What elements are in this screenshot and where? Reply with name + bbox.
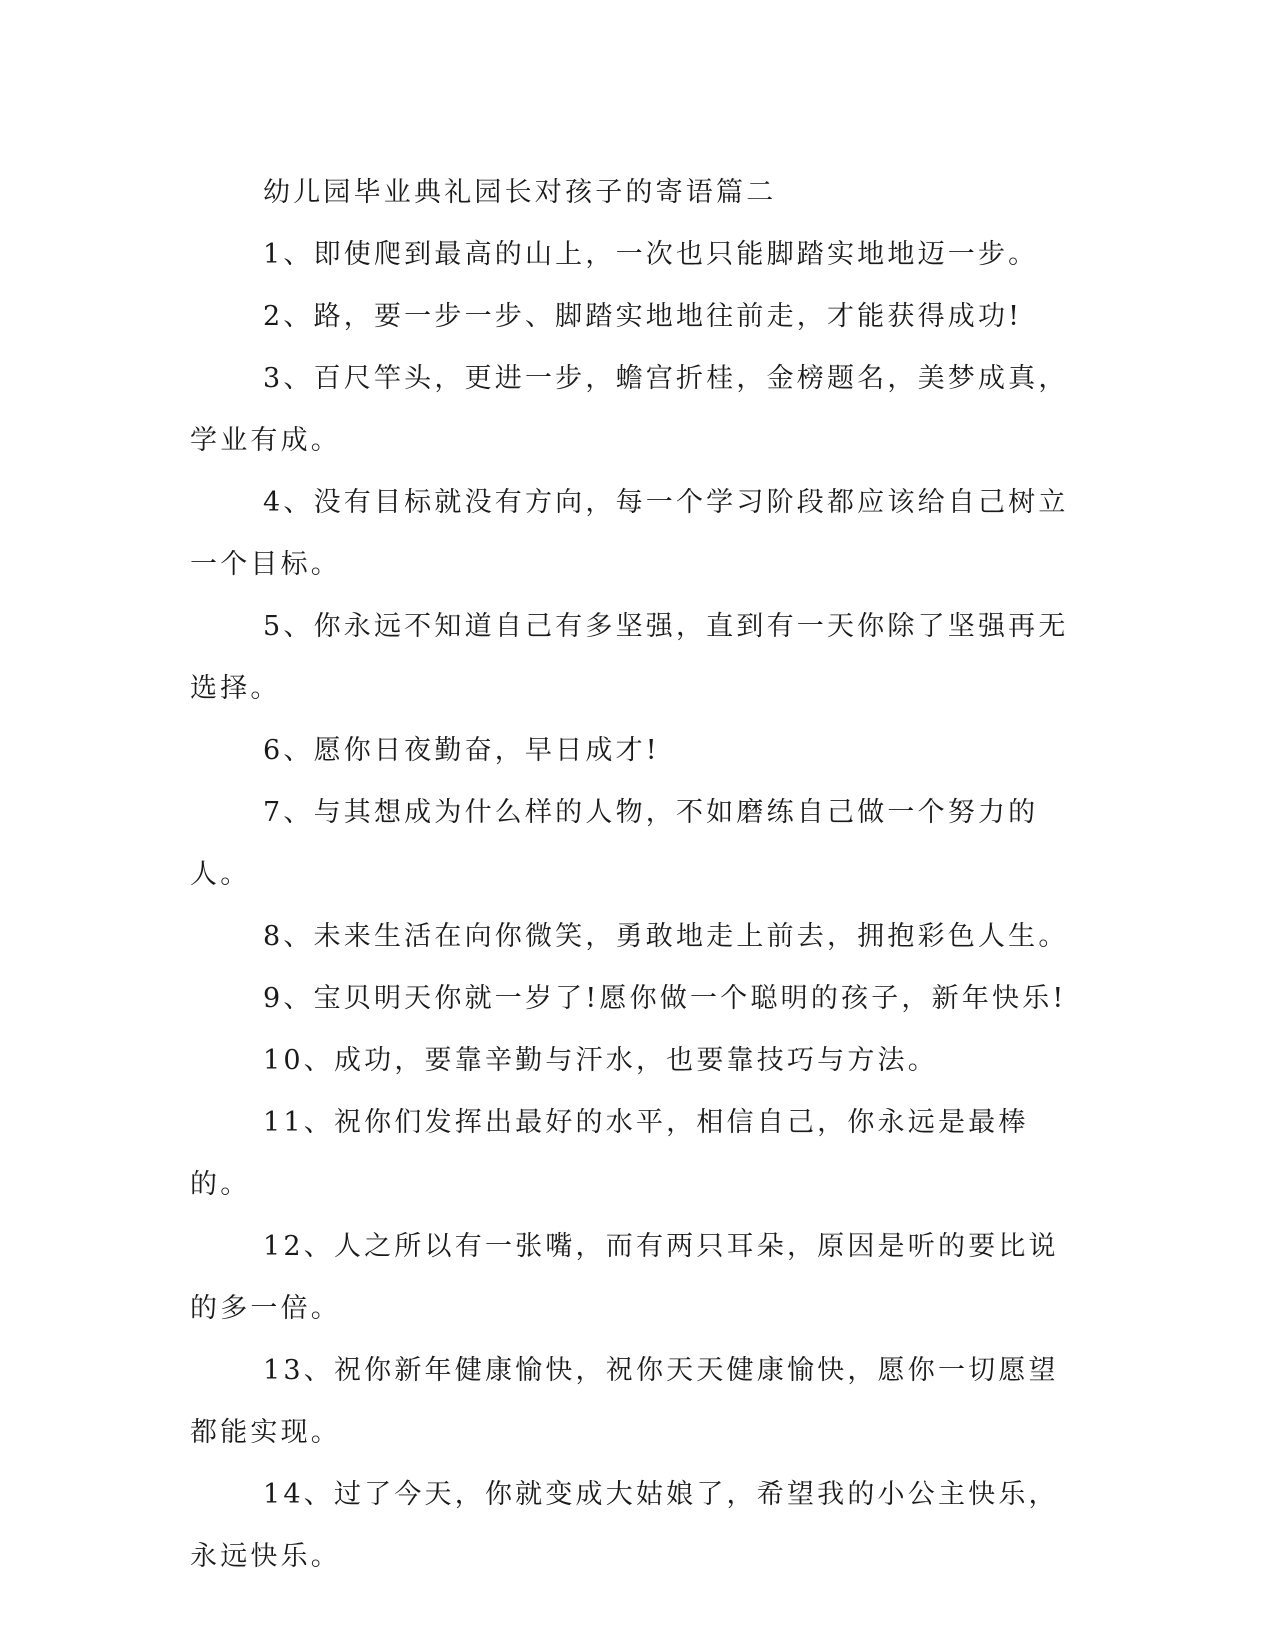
message-item-6: 6、愿你日夜勤奋，早日成才!	[263, 735, 660, 766]
message-item-9: 9、宝贝明天你就一岁了!愿你做一个聪明的孩子，新年快乐!	[263, 983, 1067, 1014]
document-title: 幼儿园毕业典礼园长对孩子的寄语篇二	[263, 177, 777, 208]
message-item-13: 13、祝你新年健康愉快，祝你天天健康愉快，愿你一切愿望都能实现。	[190, 1355, 1059, 1448]
message-item-5: 5、你永远不知道自己有多坚强，直到有一天你除了坚强再无选择。	[190, 611, 1069, 704]
message-item-4: 4、没有目标就没有方向，每一个学习阶段都应该给自己树立一个目标。	[190, 487, 1069, 580]
message-item-3: 3、百尺竿头，更进一步，蟾宫折桂，金榜题名，美梦成真，学业有成。	[190, 363, 1069, 456]
message-item-2: 2、路，要一步一步、脚踏实地地往前走，才能获得成功!	[263, 301, 1023, 332]
message-item-14: 14、过了今天，你就变成大姑娘了，希望我的小公主快乐，永远快乐。	[190, 1479, 1059, 1572]
message-item-7: 7、与其想成为什么样的人物，不如磨练自己做一个努力的人。	[190, 797, 1039, 890]
message-item-11: 11、祝你们发挥出最好的水平，相信自己，你永远是最棒的。	[190, 1107, 1029, 1200]
document-body	[190, 162, 1080, 1588]
message-item-12: 12、人之所以有一张嘴，而有两只耳朵，原因是听的要比说的多一倍。	[190, 1231, 1059, 1324]
message-item-10: 10、成功，要靠辛勤与汗水，也要靠技巧与方法。	[263, 1045, 938, 1076]
message-item-1: 1、即使爬到最高的山上，一次也只能脚踏实地地迈一步。	[263, 239, 1039, 270]
message-item-8: 8、未来生活在向你微笑，勇敢地走上前去，拥抱彩色人生。	[263, 921, 1069, 952]
